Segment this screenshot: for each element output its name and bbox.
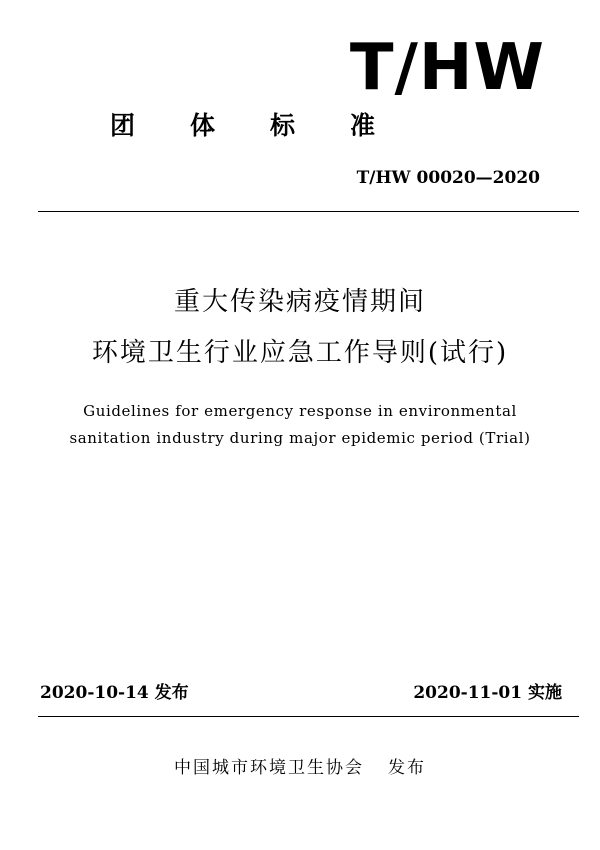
standard-type-label: 团体标准 (110, 111, 431, 140)
bottom-divider (38, 716, 579, 717)
issue-date: 2020-10-14 发布 (40, 683, 189, 703)
top-divider (38, 211, 579, 212)
standard-number: T/HW 00020—2020 (356, 168, 540, 188)
publisher (0, 760, 600, 777)
implementation-date: 2020-11-01 实施 (413, 683, 562, 703)
english-title-line-1: Guidelines for emergency response in environmental (83, 402, 517, 420)
chinese-title-line-2: 环境卫生行业应急工作导则(试行) (91, 338, 509, 368)
chinese-title-line-1: 重大传染病疫情期间 (173, 287, 426, 317)
standard-logo: T/HW (349, 31, 545, 105)
publisher-action: 发布 (388, 758, 426, 778)
english-title-line-2: sanitation industry during major epidemic period (Trial) (69, 429, 531, 447)
publisher-name: 中国城市环境卫生协会 (174, 758, 364, 778)
